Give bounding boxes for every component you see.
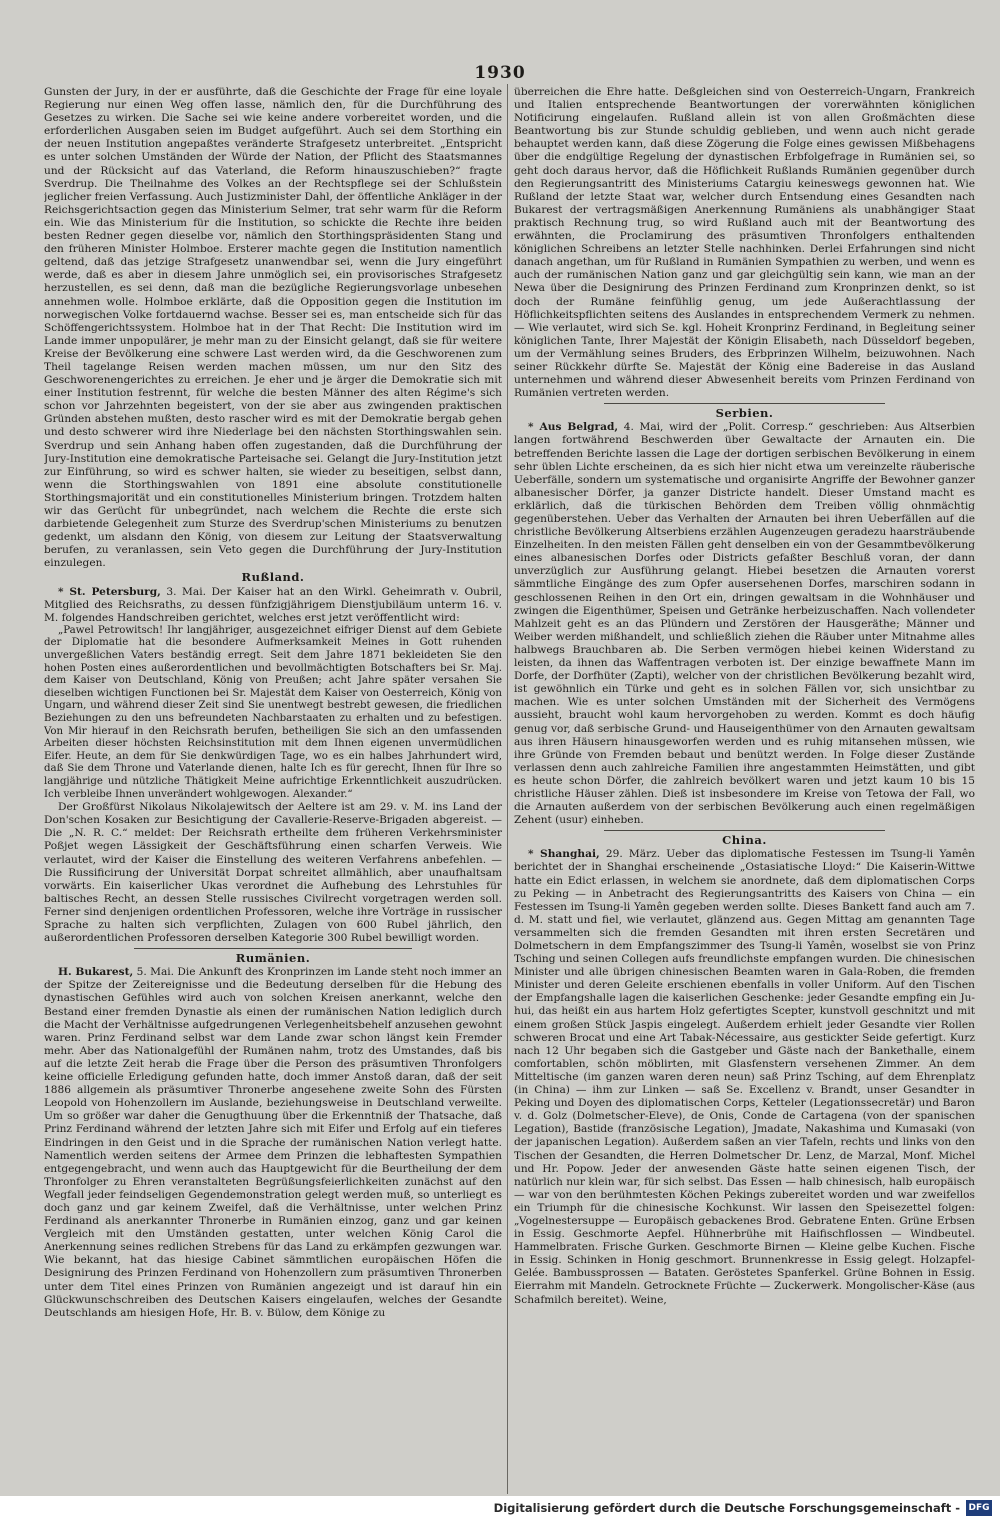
left-column <box>44 86 502 1488</box>
section-divider <box>604 830 885 831</box>
imperial-letter-quote: „Pawel Petrowitsch! Ihr langjähriger, ausgezeichnet eifriger Dienst auf dem Gebiete der Diplomatie hat die besondere Aufmerksamkeit Meines in Gott ruhenden unvergeßlichen Vaters beständig erregt. Seit dem Jahre 1871 bekleideten Sie den hohen Posten eines außerordentlichen und bevollmächtigten Botschafters bei Sr. Maj. dem Kaiser von Deutschland, König von Preußen; acht Jahre später versahen Sie dieselben wichtigen Functionen bei Sr. Majestät dem Kaiser von Oesterreich, König von Ungarn, und während dieser Zeit sind Sie unentwegt bestrebt gewesen, die friedlichen Beziehungen zu den uns befreundeten Nachbarstaaten zu erhalten und zu befestigen. Von Mir hierauf in den Reichsrath berufen, betheiligen Sie sich an den umfassenden Arbeiten dieser höchsten Reichsinstitution mit dem Ihnen eigenen unvermüdlichen Eifer. Heute, an dem für Sie denkwürdigen Tage, wo es ein halbes Jahrhundert wird, daß Sie dem Throne und Vaterlande dienen, halte Ich es für gerecht, Ihnen für Ihre so langjährige und nützliche Thätigkeit Meine aufrichtige Erkenntlichkeit auszudrücken. Ich verbleibe Ihnen unverändert wohlgewogen. Alexander.“ <box>44 624 502 800</box>
romania-report <box>44 966 502 1320</box>
romania-report-continued: überreichen die Ehre hatte. Deßgleichen sind von Oesterreich-Ungarn, Frankreich und Italien entsprechende Beantwortungen der vorerwähnten königlichen Notificirung eingelaufen. Rußland allein ist von allen Großmächten diese Beantwortung bis zur Stunde schuldig geblieben, und wenn auch nicht gerade behauptet werden kann, daß diese Zögerung die Folge eines gewissen Mißbehagens über die endgültige Regelung der dynastischen Erbfolgefrage in Rumänien sei, so geht doch daraus hervor, daß die Höflichkeit Rußlands Rumänien gegenüber durch den Regierungsantritt des Ministeriums Catargiu keineswegs gewonnen hat. Wie Rußland der letzte Staat war, welcher durch Entsendung eines Gesandten nach Bukarest der vertragsmäßigen Anerkennung Rumäniens als unabhängiger Staat praktisch Rechnung trug, so wird Rußland auch mit der Beantwortung des erwähnten, die Proclamirung des präsumtiven Thronfolgers enthaltenden königlichen Schreibens an letzter Stelle nachhinken. Derlei Erfahrungen sind nicht danach angethan, um für Rußland in Rumänien Sympathien zu werben, und wenn es auch der rumänischen Nation ganz und gar gleichgültig sein kann, wie man an der Newa über die Designirung des Prinzen Ferdinand zum Kronprinzen denkt, so ist doch der Rumäne feinfühlig genug, um jede Außerachtlassung der Höflichkeitspflichten seitens des Auslandes in entsprechendem Vermerk zu nehmen. — Wie verlautet, wird sich Se. kgl. Hoheit Kronprinz Ferdinand, in Begleitung seiner königlichen Tante, Ihrer Majestät der Königin Elisabeth, nach Düsseldorf begeben, um der Vermählung seines Bruders, des Erbprinzen Wilhelm, beizuwohnen. Nach seiner Rückkehr dürfte Se. Majestät der König eine Badereise in das Ausland unternehmen und während dieser Abwesenheit bereits vom Prinzen Ferdinand von Rumänien vertreten werden. <box>514 86 975 400</box>
section-divider <box>134 948 412 949</box>
dateline-st-petersburg: * St. Petersburg, <box>58 585 161 598</box>
dfg-logo-icon[interactable]: DFG <box>966 1500 992 1516</box>
section-heading-china: China. <box>722 833 767 848</box>
section-heading-rumaenien: Rumänien. <box>235 951 311 966</box>
page-number: 1930 <box>474 63 526 83</box>
right-column <box>514 86 975 1458</box>
serbia-text: 4. Mai, wird der „Polit. Corresp.“ geschrieben: Aus Altserbien langen fortwährend Beschwerden über Gewaltacte der Arnauten ein. Die betreffenden Berichte lassen die Lage der dortigen serbischen Bevölkerung in einem sehr üblen Lichte erscheinen, da es sich hier nicht etwa um vereinzelte räuberische Ueberfälle, sondern um systematische und organisirte Angriffe der Bewohner ganzer albanesischer Dörfer, ja ganzer Districte handelt. Dieser Umstand macht es erklärlich, daß die türkischen Behörden dem Treiben völlig ohnmächtig gegenüberstehen. Ueber das Verhalten der Arnauten bei ihren Ueberfällen auf die christliche Bevölkerung Altserbiens erzählen Augenzeugen geradezu haarsträubende Einzelheiten. In den meisten Fällen geht denselben ein von der Gesammtbevölkerung eines albanesischen Dorfes oder Districts gefaßter Beschluß voran, der dann unverzüglich zur Ausführung gelangt. Hiebei besetzen die Arnauten vorerst sämmtliche Eingänge des zum Opfer ausersehenen Dorfes, marschiren sodann in geschlossenen Reihen in den Ort ein, dringen gewaltsam in die Wohnhäuser und zwingen die Eigenthümer, Speisen und Getränke herbeizuschaffen. Nach vollendeter Mahlzeit geht es an das Plündern und Zerstören der Hausgeräthe; Männer und Weiber werden mißhandelt, und schließlich ziehen die Räuber unter Mitnahme alles halbwegs Brauchbaren ab. Die Serben vermögen hiebei keinen Widerstand zu leisten, da ihnen das Waffentragen verboten ist. Der einzige bewaffnete Mann im Dorfe, der Dorfhüter (Zapti), welcher von der christlichen Bevölkerung bezahlt wird, ist gewöhnlich ein Türke und geht es in solchen Fällen vor, sich unsichtbar zu machen. Wie es unter solchen Umständen mit der Sicherheit des Vermögens aussieht, braucht wohl kaum hervorgehoben zu werden. Kommt es doch häufig genug vor, daß serbische Grund- und Hauseigenthümer von den Arnauten gewaltsam aus ihren Häusern hinausgeworfen werden und es ruhig mitansehen müssen, wie ihre Gründe von Fremden bebaut und benützt werden. In Folge dieser Zustände verlassen denn auch zahlreiche Familien ihre angestammten Heimstätten, und gibt es heute schon Dörfer, die zahlreich bevölkert waren und jetzt kaum 10 bis 15 christliche Häuser zählen. Dieß ist insbesondere im Kreise von Tetowa der Fall, wo die Arnauten außerdem von der serbischen Bevölkerung auch einen regelmäßigen Zehent (usur) einheben. <box>514 421 975 827</box>
russia-news-paragraph: Der Großfürst Nikolaus Nikolajewitsch der Aeltere ist am 29. v. M. ins Land der Don'schen Kosaken zur Besichtigung der Cavallerie-Reserve-Brigaden abgereist. — Die „N. R. C.“ meldet: Der Reichsrath ertheilte dem früheren Verkehrsminister Poßjet wegen Lässigkeit der Geschäftsführung einen scharfen Verweis. Wie verlautet, wird der Kaiser die Einstellung des weiteren Verfahrens anbefehlen. — Die Russificirung der Universität Dorpat schreitet allmählich, aber unaufhaltsam vorwärts. Ein kaiserlicher Ukas verordnet die Aufhebung des Lehrstuhles für baltisches Recht, an dessen Stelle russisches Civilrecht vorgetragen werden soll. Ferner sind denjenigen ordentlichen Professoren, welche ihre Vorträge in russischer Sprache zu halten sich verpflichten, Zulagen von 600 Rubel jährlich, den außerordentlichen Professoren derselben Kategorie 300 Rubel bewilligt worden. <box>44 801 502 945</box>
china-report <box>514 848 975 1306</box>
dateline-bukarest: H. Bukarest, <box>58 966 134 979</box>
digitization-credit: Digitalisierung gefördert durch die Deutsche Forschungsgemeinschaft - <box>493 1501 960 1515</box>
serbia-report <box>514 421 975 827</box>
dateline-belgrad: * Aus Belgrad, <box>528 421 619 434</box>
section-divider <box>604 403 885 404</box>
column-divider <box>507 84 508 1494</box>
russia-intro-text: 3. Mai. Der Kaiser hat an den Wirkl. Geheimrath v. Oubril, Mitglied des Reichsraths, zu dessen fünfzigjährigem Dienstjubiläum unterm 16. v. M. folgendes Handschreiben gerichtet, welches erst jetzt veröffentlicht wird: <box>44 585 502 624</box>
china-text: 29. März. Ueber das diplomatische Festessen im Tsung-li Yamên berichtet der in Shanghai erscheinende „Ostasiatische Lloyd:“ Die Kaiserin-Wittwe hatte ein Edict erlassen, in welchem sie anordnete, daß dem diplomatischen Corps zu Peking — in Anbetracht des Regierungsantritts des Kaisers von China — ein Festessen im Tsung-li Yamên gegeben werden sollte. Dieses Bankett fand auch am 7. d. M. statt und fiel, wie verlautet, glänzend aus. Gegen Mittag am genannten Tage versammelten sich die fremden Gesandten mit ihren ersten Secretären und Dolmetschern in dem Empfangszimmer des Tsung-li Yamên, woselbst sie von Prinz Tsching und seinen Collegen aufs freundlichste empfangen wurden. Die chinesischen Minister und alle übrigen chinesischen Beamten waren in Gala-Roben, die fremden Minister und deren Geleite erschienen ebenfalls in voller Uniform. Auf den Tischen der Empfangshalle lagen die kaiserlichen Geschenke: jeder Gesandte empfing ein Ju-hui, das heißt ein aus hartem Holz gefertigtes Scepter, kunstvoll geschnitzt und mit einem großen Stück Jaspis eingelegt. Außerdem erhielt jeder Gesandte vier Rollen schweren Brocat und eine Art Tabak-Nécessaire, aus gestickter Seide gefertigt. Kurz nach 12 Uhr begaben sich die Gastgeber und Gäste nach der Bankethalle, einem comfortablen, schön möblirten, mit Glasfenstern versehenen Zimmer. An dem Mitteltische (im ganzen waren deren neun) saß Prinz Tsching, auf dem Ehrenplatz (in China) — ihm zur Linken — saß Se. Excellenz v. Brandt, unser Gesandter in Peking und Doyen des diplomatischen Corps, Ketteler (Legationssecretär) und Baron v. d. Golz (Dolmetscher-Eleve), de Onis, Conde de Cartagena (von der spanischen Legation), Bastide (französische Legation), Jmadate, Nakashima und Kumasaki (von der japanischen Legation). Außerdem saßen an vier Tafeln, rechts und links von den Tischen der Gesandten, die Herren Dolmetscher Dr. Lenz, de Marzal, Monf. Michel und Hr. Popow. Jeder der anwesenden Gäste hatte seinen eigenen Tisch, der natürlich nur klein war, für sich selbst. Das Essen — halb chinesisch, halb europäisch — war von den berühmtesten Köchen Pekings zubereitet worden und war zweifellos ein Triumph für die chinesische Kochkunst. Wir lassen den Speisezettel folgen: „Vogelnestersuppe — Europäisch gebackenes Brod. Gebratene Enten. Grüne Erbsen in Essig. Geschmorte Aepfel. Hühnerbrühe mit Haifischflossen — Windbeutel. Hammelbraten. Frische Gurken. Geschmorte Birnen — Kleine gelbe Kuchen. Fische in Essig. Schinken in Honig geschmort. Brunnenkresse in Essig gelegt. Holzapfel-Gelée. Bambussprossen — Bataten. Geröstetes Spanferkel. Grüne Bohnen in Essig. Eierrahm mit Mandeln. Getrocknete Früchte — Zuckerwerk. Mongolischer-Käse (aus Schafmilch bereitet). Weine, <box>514 848 975 1306</box>
russia-report <box>44 586 502 625</box>
section-heading-russland: Rußland. <box>241 570 305 585</box>
dateline-shanghai: * Shanghai, <box>528 848 600 861</box>
section-heading-serbien: Serbien. <box>715 406 774 421</box>
romania-text: 5. Mai. Die Ankunft des Kronprinzen im Lande steht noch immer an der Spitze der Zeitereignisse und die Bedeutung derselben für die Hebung des dynastischen Gefühles wird auch von solchen Kreisen anerkannt, welche den Bestand einer fremden Dynastie als einen der rumänischen Nation lediglich durch die Macht der Verhältnisse aufgedrungenen Verlegenheitsbehelf anzusehen gewohnt waren. Prinz Ferdinand selbst war dem Lande zwar schon längst kein Fremder mehr. Aber das Nationalgefühl der Rumänen nahm, trotz des Umstandes, daß bis auf die letzte Zeit herab die Frage über die Person des präsumtiven Thronfolgers keine officielle Erledigung gefunden hatte, doch immer Anstoß daran, daß der seit 1886 allgemein als präsumtiver Thronerbe angesehene zweite Sohn des Fürsten Leopold von Hohenzollern im Auslande, beziehungsweise in Deutschland verweilte. Um so größer war daher die Genugthuung über die Erkenntniß der Thatsache, daß Prinz Ferdinand während der letzten Jahre sich mit Eifer und Erfolg auf ein tieferes Eindringen in den Geist und in die Sprache der rumänischen Nation verlegt hatte. Namentlich werden seitens der Armee dem Prinzen die lebhaftesten Sympathien entgegengebracht, und wenn auch das Hauptgewicht für die Beurtheilung der dem Thronfolger zu Ehren veranstalteten Begrüßungsfeierlichkeiten zunächst auf den Wegfall jeder feindseligen Gegendemonstration gelegt werden muß, so unterliegt es doch ganz und gar keinem Zweifel, daß die Verhältnisse, unter welchen Prinz Ferdinand als anerkannter Thronerbe in Rumänien einzog, ganz und gar keinen Vergleich mit den Umständen gestatten, unter welchen König Carol die Anerkennung seines redlichen Strebens für das Land zu erkämpfen gezwungen war. Wie bekannt, hat das hiesige Cabinet sämmtlichen europäischen Höfen die Designirung des Prinzen Ferdinand von Hohenzollern zum präsumtiven Thronerben unter dem Titel eines Prinzen von Rumänien angezeigt und ist darauf hin ein Glückwunschschreiben des Deutschen Kaisers eingelaufen, welches der Gesandte Deutschlands am hiesigen Hofe, Hr. B. v. Bülow, dem Könige zu <box>44 966 502 1319</box>
norway-jury-article: Gunsten der Jury, in der er ausführte, daß die Geschichte der Frage für eine loyale Regierung nur einen Weg offen lasse, nämlich den, für die Durchführung des Gesetzes zu wirken. Die Sache sei wie keine andere vorbereitet worden, und die erforderlichen Ausgaben seien im Budget aufgeführt. Auch sei dem Storthing ein der neuen Institution angepaßtes veränderte Strafgesetz unterbreitet. „Entspricht es unter solchen Umständen der Würde der Nation, der Pflicht des Staatsmannes und der Rücksicht auf das Vaterland, die Reform hinauszuschieben?“ fragte Sverdrup. Die Theilnahme des Volkes an der Rechtspflege sei der Schlußstein jeglicher freien Verfassung. Auch Justizminister Dahl, der öffentliche Ankläger in der Reichsgerichtsaction gegen das Ministerium Selmer, trat sehr warm für die Reform ein. Wie das Ministerium für die Institution, so schickte die Rechte ihre beiden besten Redner gegen dieselbe vor, nämlich den Storthingspräsidenten Stang und den früheren Minister Holmboe. Ersterer machte gegen die Institution namentlich geltend, daß das jetzige Strafgesetz unanwendbar sei, wenn die Jury eingeführt werde, daß es aber in diesem Jahre unmöglich sei, ein provisorisches Strafgesetz herzustellen, es sei denn, daß man die bezügliche Regierungsvorlage unbesehen annehmen wolle. Holmboe erklärte, daß die Opposition gegen die Institution im norwegischen Volke fortdauernd wachse. Besser sei es, man entscheide sich für das Schöffengerichtssystem. Holmboe hat in der That Recht: Die Institution wird im Lande immer unpopulärer, je mehr man zu der Einsicht gelangt, daß sie für weitere Kreise der Bevölkerung eine schwere Last werden wird, da die Geschworenen zum Theil tagelange Reisen werden machen müssen, um nur den Sitz des Geschworenengerichtes zu erreichen. Je eher und je ärger die Demokratie sich mit einer Institution festrennt, für welche die besten Männer des alten Régime's sich schon vor Jahrzehnten begeistert, von der sie aber aus zwingenden praktischen Gründen abstehen mußten, desto rascher wird es mit der Demokratie bergab gehen und desto schwerer wird ihre Niederlage bei den nächsten Storthingswahlen sein. Sverdrup und sein Anhang haben offen zugestanden, daß die Durchführung der Jury-Institution eine demokratische Parteisache sei. Gelangt die Jury-Institution jetzt zur Einführung, so wird es schwer halten, sie wieder zu beseitigen, selbst dann, wenn die Storthingswahlen von 1891 eine absolute constitutionelle Storthingsmajorität und ein constitutionelles Ministerium bringen. Trotzdem halten wir das Gerücht für unbegründet, nach welchem die Rechte die erste sich darbietende Gelegenheit zum Sturze des Sverdrup'schen Ministeriums zu benutzen gedenkt, um alsdann den König, von diesem zur Leitung der Staatsverwaltung berufen, zu veranlassen, sein Veto gegen die Durchführung der Jury-Institution einzulegen. <box>44 86 502 570</box>
